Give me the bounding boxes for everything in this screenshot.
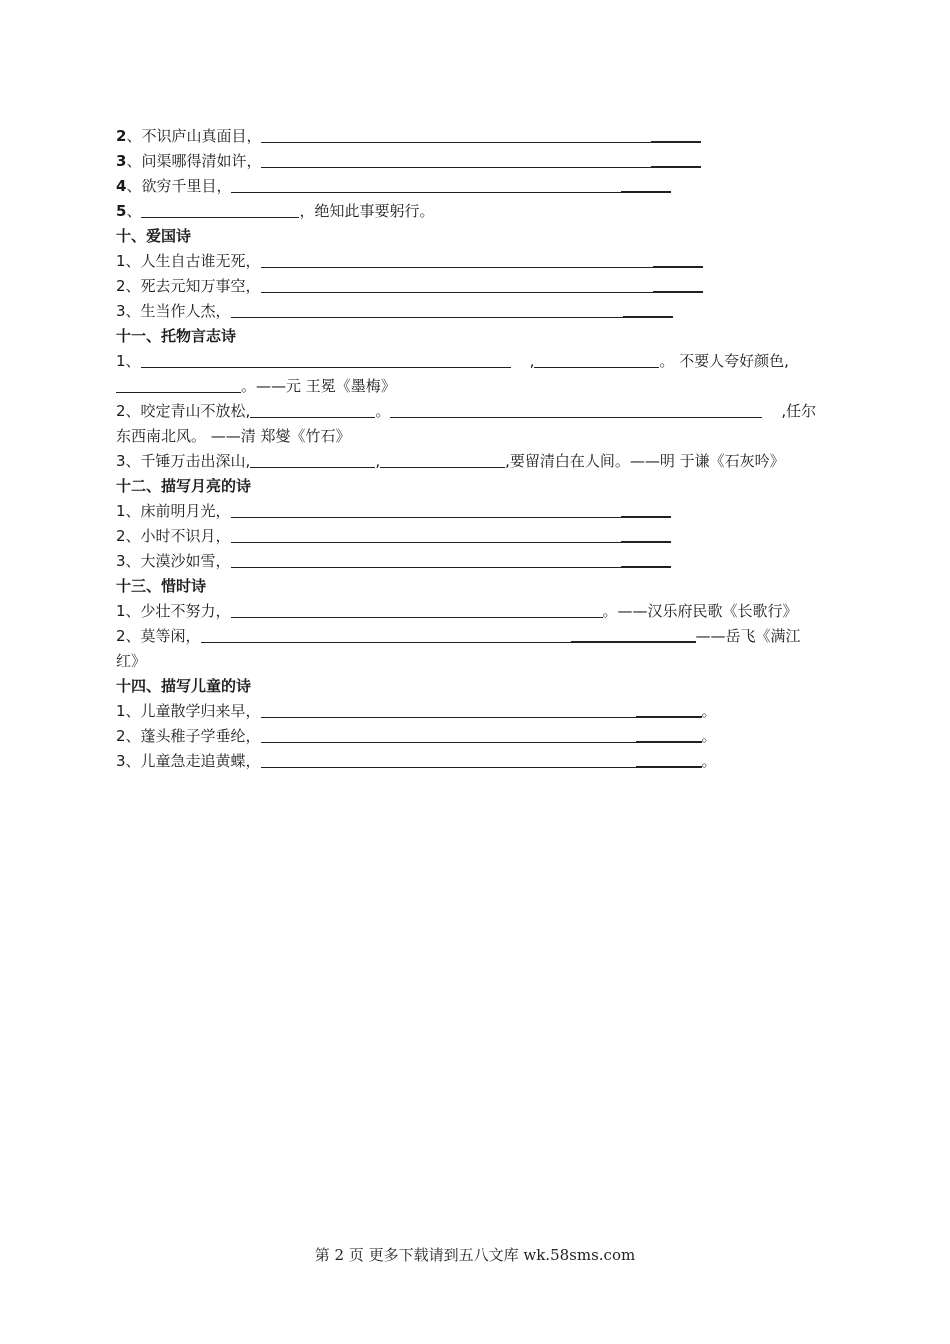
poem-line: 。——元 王冕《墨梅》: [116, 374, 836, 399]
poem-line: 2、莫等闲， ——岳飞《满江: [116, 627, 801, 645]
answer-blank[interactable]: [201, 626, 571, 643]
answer-blank[interactable]: [571, 625, 696, 643]
poem-line: 2、死去元知万事空，: [116, 274, 836, 299]
answer-blank[interactable]: [261, 151, 651, 168]
poem-line: 3、儿童急走追黄蝶， 。: [116, 752, 717, 770]
answer-blank[interactable]: [380, 451, 505, 468]
poem-line: 1、儿童散学归来早， 。: [116, 702, 717, 720]
poem-line: 1、床前明月光，: [116, 499, 836, 524]
answer-blank[interactable]: [231, 501, 621, 518]
answer-blank[interactable]: [141, 351, 511, 368]
poem-line: 2、咬定青山不放松, 。 ,任尔: [116, 402, 817, 420]
poem-line: 1、少壮不努力， 。——汉乐府民歌《长歌行》: [116, 602, 798, 620]
section-heading: 十三、惜时诗: [116, 577, 207, 595]
section-heading: 十一、托物言志诗: [116, 327, 237, 345]
section-heading: 十、爱国诗: [116, 227, 192, 245]
document-body: [116, 124, 836, 774]
poem-line: 2、蓬头稚子学垂纶， 。: [116, 727, 717, 745]
poem-line: 3、大漠沙如雪，: [116, 549, 836, 574]
answer-blank[interactable]: [231, 551, 621, 568]
answer-blank[interactable]: [621, 175, 671, 193]
poem-line: 东西南北风。 ——清 郑燮《竹石》: [116, 427, 351, 445]
poem-line: 4、欲穷千里目，: [116, 174, 836, 199]
answer-blank[interactable]: [231, 301, 623, 318]
answer-blank[interactable]: [250, 401, 375, 418]
answer-blank[interactable]: [621, 500, 671, 518]
answer-blank[interactable]: [621, 550, 671, 568]
answer-blank[interactable]: [636, 750, 702, 768]
answer-blank[interactable]: [534, 351, 659, 368]
answer-blank[interactable]: [116, 376, 241, 393]
answer-blank[interactable]: [231, 601, 603, 618]
poem-line: 3、问渠哪得清如许，: [116, 149, 836, 174]
answer-blank[interactable]: [653, 275, 703, 293]
answer-blank[interactable]: [231, 526, 621, 543]
answer-blank[interactable]: [261, 251, 653, 268]
answer-blank[interactable]: [261, 701, 636, 718]
answer-blank[interactable]: [250, 451, 375, 468]
poem-line: 2、小时不识月，: [116, 524, 836, 549]
answer-blank[interactable]: [636, 725, 702, 743]
answer-blank[interactable]: [651, 150, 701, 168]
answer-blank[interactable]: [261, 726, 636, 743]
answer-blank[interactable]: [636, 700, 702, 718]
answer-blank[interactable]: [231, 176, 621, 193]
page-footer: 第 2 页 更多下载请到五八文库 wk.58sms.com: [314, 1246, 636, 1264]
answer-blank[interactable]: [623, 300, 673, 318]
poem-line: 3、千锤万击出深山, , ,要留清白在人间。——明 于谦《石灰吟》: [116, 452, 785, 470]
poem-line: 2、不识庐山真面目，: [116, 124, 836, 149]
answer-blank[interactable]: [390, 401, 762, 418]
poem-line: 5、 ，绝知此事要躬行。: [116, 202, 435, 220]
answer-blank[interactable]: [261, 751, 636, 768]
answer-blank[interactable]: [653, 250, 703, 268]
answer-blank[interactable]: [621, 525, 671, 543]
answer-blank[interactable]: [651, 125, 701, 143]
poem-line: 3、生当作人杰，: [116, 299, 836, 324]
answer-blank[interactable]: [261, 276, 653, 293]
section-heading: 十四、描写儿童的诗: [116, 677, 252, 695]
poem-line: 红》: [116, 652, 147, 670]
answer-blank[interactable]: [141, 201, 299, 218]
answer-blank[interactable]: [261, 126, 651, 143]
poem-line: 1、人生自古谁无死，: [116, 249, 836, 274]
section-heading: 十二、描写月亮的诗: [116, 477, 252, 495]
poem-line: 1、 , 。 不要人夸好颜色,: [116, 352, 789, 370]
